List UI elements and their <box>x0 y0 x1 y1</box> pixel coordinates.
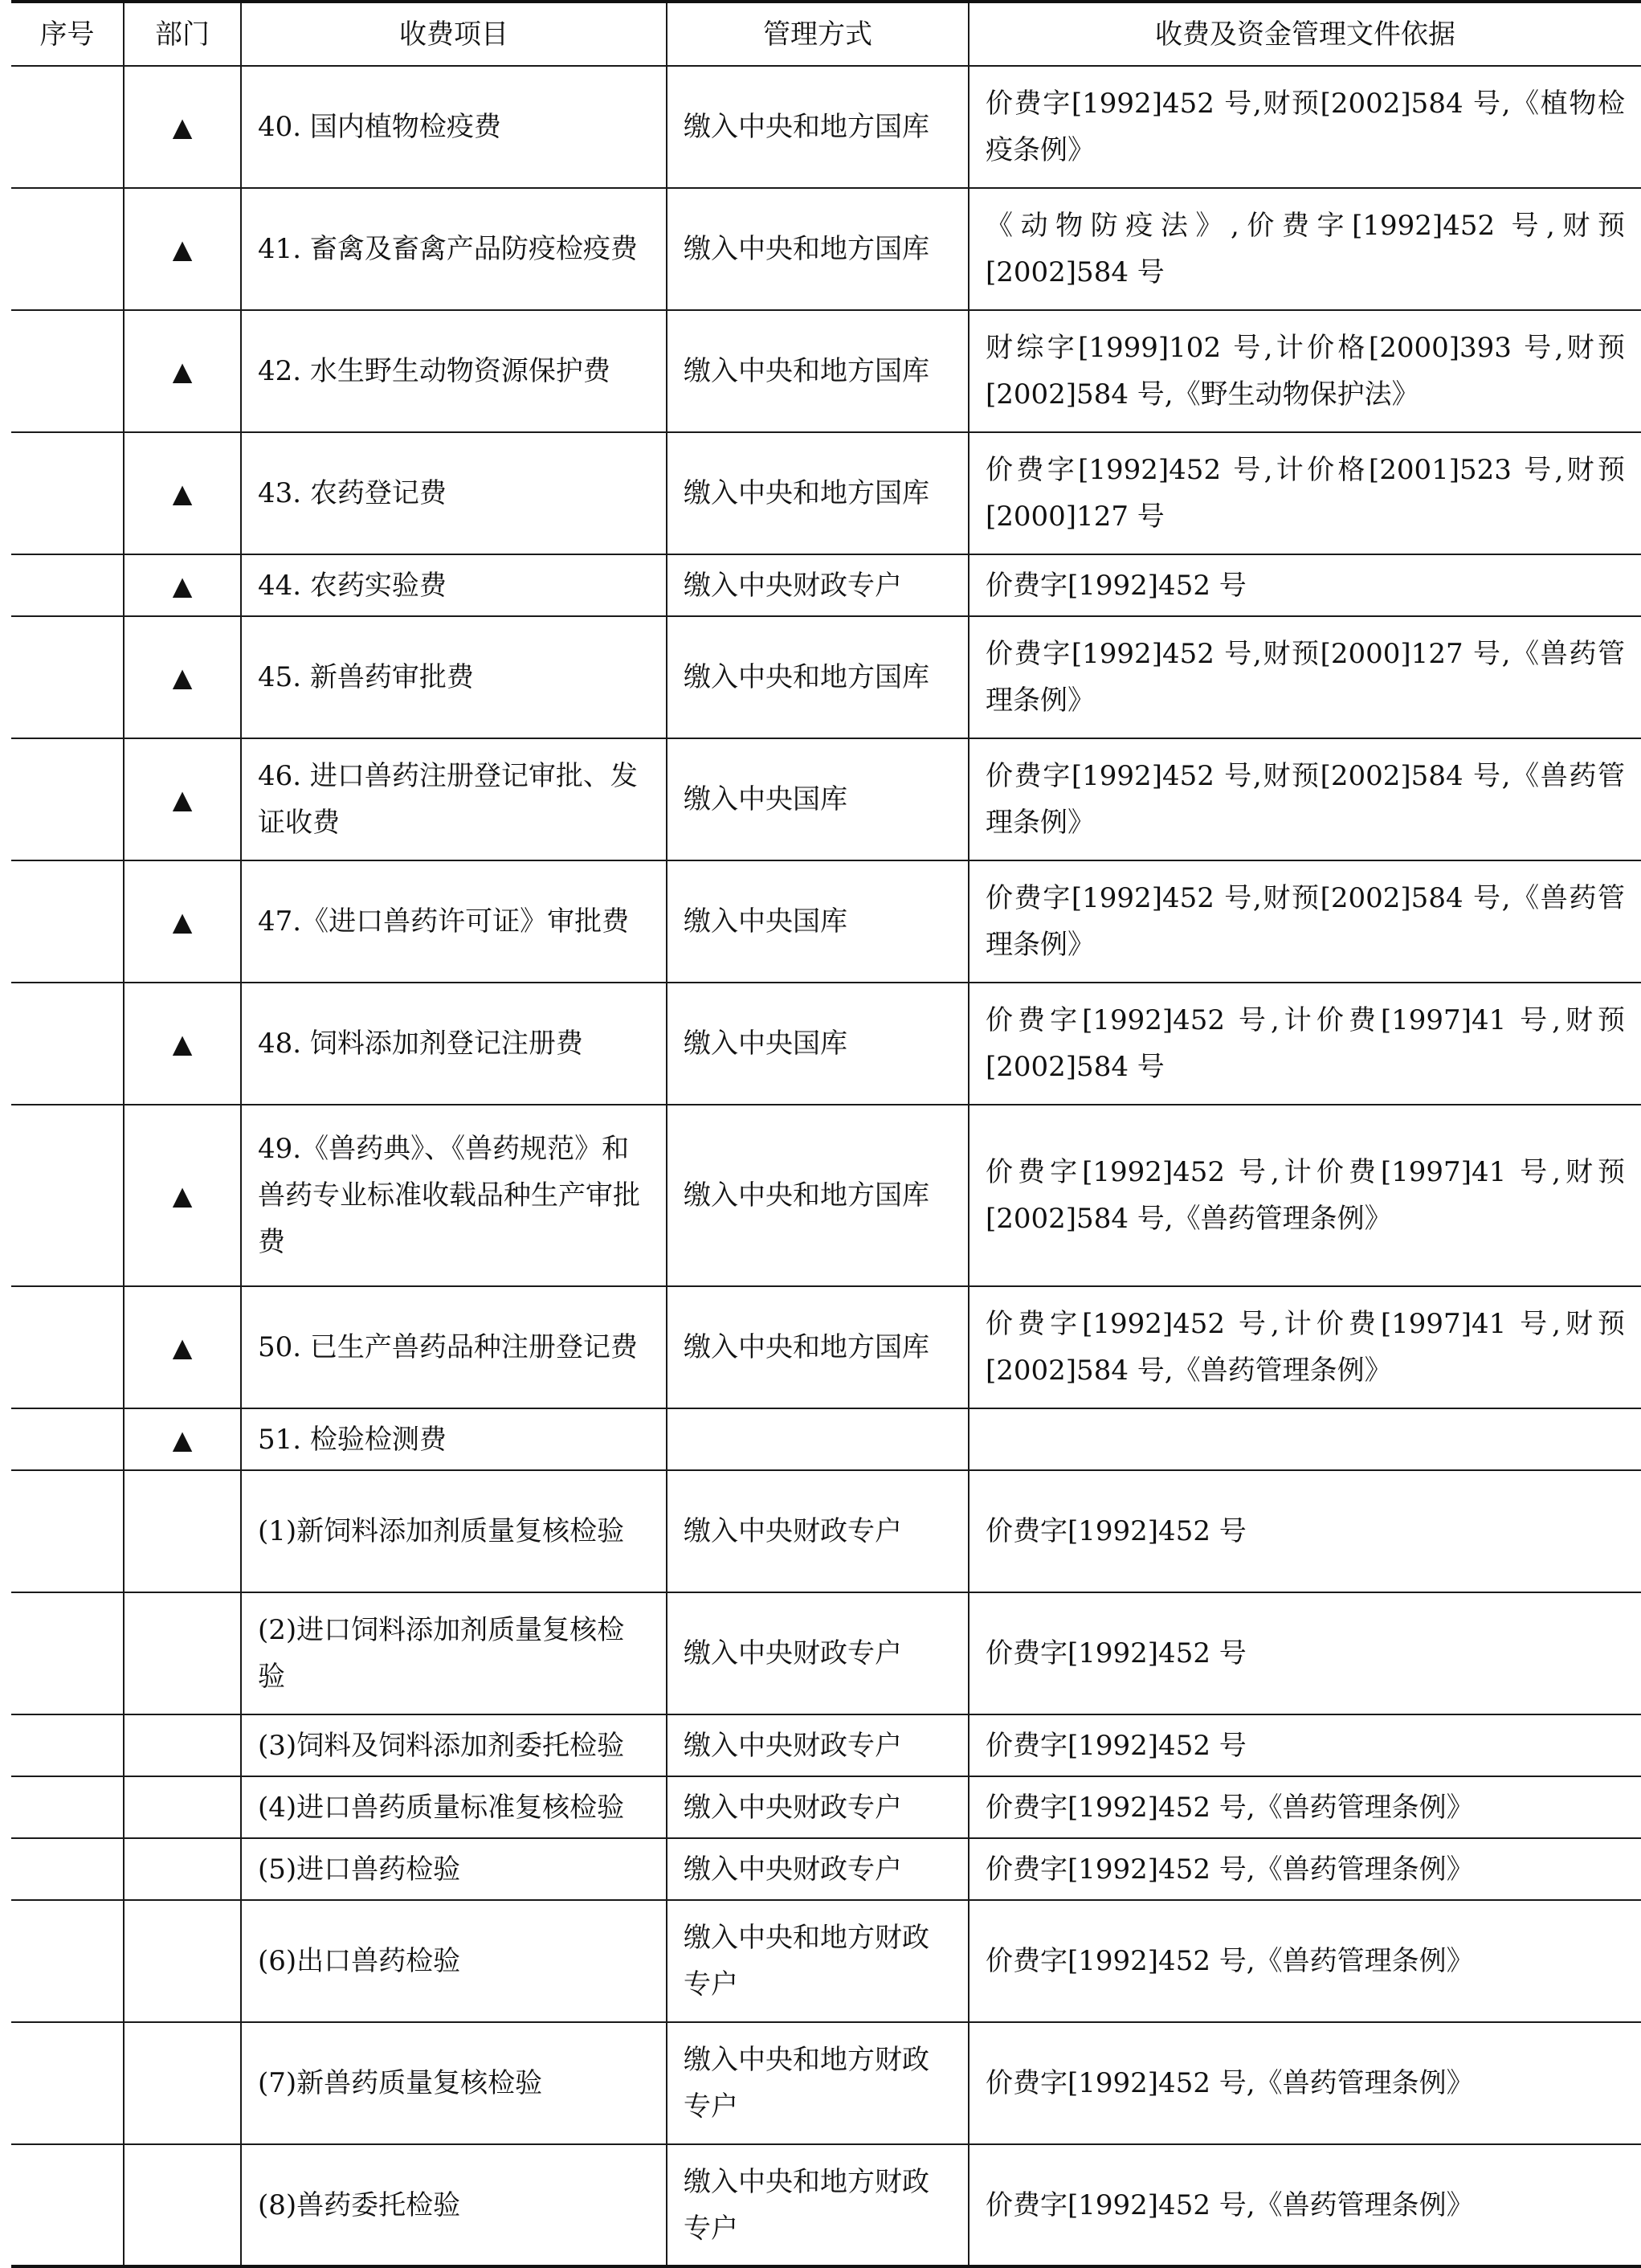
table-row <box>11 66 1641 188</box>
row-seq <box>11 738 124 860</box>
table-row <box>11 738 1641 860</box>
row-dept <box>124 1408 241 1470</box>
row-seq <box>11 1470 124 1592</box>
row-basis: 价费字[1992]452 号,《兽药管理条例》 <box>969 1776 1641 1838</box>
row-basis: 价费字[1992]452 号,财预[2000]127 号,《兽药管理条例》 <box>969 616 1641 738</box>
row-item: 47.《进口兽药许可证》审批费 <box>241 860 667 983</box>
row-seq <box>11 1776 124 1838</box>
row-basis: 价费字[1992]452 号,计价费[1997]41 号,财预[2002]584 号,《兽药管理条例》 <box>969 1105 1641 1286</box>
row-item: 49.《兽药典》、《兽药规范》和兽药专业标准收载品种生产审批费 <box>241 1105 667 1286</box>
row-dept <box>124 554 241 616</box>
row-item: 45. 新兽药审批费 <box>241 616 667 738</box>
row-dept <box>124 1470 241 1592</box>
table-row <box>11 188 1641 310</box>
triangle-marker-icon: ▲ <box>172 478 193 509</box>
row-basis: 价费字[1992]452 号 <box>969 1470 1641 1592</box>
header-seq: 序号 <box>11 2 124 66</box>
table-row <box>11 1592 1641 1714</box>
table-row <box>11 2144 1641 2266</box>
row-item: 48. 饲料添加剂登记注册费 <box>241 983 667 1105</box>
row-seq <box>11 188 124 310</box>
row-item: (4)进口兽药质量标准复核检验 <box>241 1776 667 1838</box>
row-dept <box>124 1286 241 1408</box>
row-seq <box>11 983 124 1105</box>
header-dept: 部门 <box>124 2 241 66</box>
row-seq <box>11 1714 124 1776</box>
row-dept <box>124 1592 241 1714</box>
triangle-marker-icon: ▲ <box>172 784 193 815</box>
row-mgmt: 缴入中央和地方国库 <box>667 66 969 188</box>
row-basis: 价费字[1992]452 号,计价费[1997]41 号,财预[2002]584 号 <box>969 983 1641 1105</box>
row-dept <box>124 1714 241 1776</box>
row-seq <box>11 432 124 554</box>
row-dept <box>124 738 241 860</box>
table-row <box>11 432 1641 554</box>
row-mgmt: 缴入中央国库 <box>667 983 969 1105</box>
triangle-marker-icon: ▲ <box>172 570 193 601</box>
triangle-marker-icon: ▲ <box>172 356 193 386</box>
row-mgmt: 缴入中央财政专户 <box>667 1714 969 1776</box>
table-row <box>11 1776 1641 1838</box>
row-item: (3)饲料及饲料添加剂委托检验 <box>241 1714 667 1776</box>
row-item: (2)进口饲料添加剂质量复核检验 <box>241 1592 667 1714</box>
row-item: (1)新饲料添加剂质量复核检验 <box>241 1470 667 1592</box>
row-mgmt: 缴入中央和地方财政专户 <box>667 1900 969 2022</box>
table-row <box>11 1408 1641 1470</box>
row-mgmt: 缴入中央国库 <box>667 860 969 983</box>
triangle-marker-icon: ▲ <box>172 1028 193 1059</box>
row-item: (8)兽药委托检验 <box>241 2144 667 2266</box>
header-item: 收费项目 <box>241 2 667 66</box>
triangle-marker-icon: ▲ <box>172 112 193 142</box>
table-row <box>11 983 1641 1105</box>
row-item: 41. 畜禽及畜禽产品防疫检疫费 <box>241 188 667 310</box>
row-seq <box>11 1286 124 1408</box>
row-mgmt <box>667 1408 969 1470</box>
table-row <box>11 616 1641 738</box>
row-seq <box>11 2022 124 2144</box>
row-dept <box>124 1900 241 2022</box>
table-row <box>11 1286 1641 1408</box>
row-item: 46. 进口兽药注册登记审批、发证收费 <box>241 738 667 860</box>
row-dept <box>124 310 241 432</box>
row-seq <box>11 1105 124 1286</box>
header-mgmt: 管理方式 <box>667 2 969 66</box>
row-basis: 价费字[1992]452 号,《兽药管理条例》 <box>969 2022 1641 2144</box>
row-item: 50. 已生产兽药品种注册登记费 <box>241 1286 667 1408</box>
header-basis: 收费及资金管理文件依据 <box>969 2 1641 66</box>
triangle-marker-icon: ▲ <box>172 662 193 693</box>
row-basis: 《动物防疫法》,价费字[1992]452 号,财预[2002]584 号 <box>969 188 1641 310</box>
row-dept <box>124 2022 241 2144</box>
header-row <box>11 2 1641 66</box>
row-mgmt: 缴入中央财政专户 <box>667 1776 969 1838</box>
row-basis: 价费字[1992]452 号,计价费[1997]41 号,财预[2002]584 号,《兽药管理条例》 <box>969 1286 1641 1408</box>
triangle-marker-icon: ▲ <box>172 1180 193 1211</box>
row-dept <box>124 983 241 1105</box>
row-basis: 价费字[1992]452 号 <box>969 554 1641 616</box>
row-mgmt: 缴入中央和地方国库 <box>667 432 969 554</box>
row-mgmt: 缴入中央和地方国库 <box>667 188 969 310</box>
row-basis: 价费字[1992]452 号,计价格[2001]523 号,财预[2000]127 号 <box>969 432 1641 554</box>
row-seq <box>11 2144 124 2266</box>
table-row <box>11 1900 1641 2022</box>
row-seq <box>11 1592 124 1714</box>
table-row <box>11 2022 1641 2144</box>
row-seq <box>11 554 124 616</box>
table-row <box>11 1838 1641 1900</box>
table-row <box>11 554 1641 616</box>
row-basis: 价费字[1992]452 号,财预[2002]584 号,《植物检疫条例》 <box>969 66 1641 188</box>
triangle-marker-icon: ▲ <box>172 234 193 264</box>
row-mgmt: 缴入中央财政专户 <box>667 1592 969 1714</box>
row-seq <box>11 1408 124 1470</box>
row-mgmt: 缴入中央财政专户 <box>667 554 969 616</box>
row-dept <box>124 1105 241 1286</box>
row-item: 43. 农药登记费 <box>241 432 667 554</box>
row-seq <box>11 1900 124 2022</box>
row-dept <box>124 2144 241 2266</box>
row-item: 44. 农药实验费 <box>241 554 667 616</box>
table-body <box>11 66 1641 2266</box>
row-dept <box>124 188 241 310</box>
row-seq <box>11 616 124 738</box>
row-mgmt: 缴入中央和地方财政专户 <box>667 2022 969 2144</box>
row-mgmt: 缴入中央和地方国库 <box>667 1286 969 1408</box>
row-dept <box>124 432 241 554</box>
table-row <box>11 860 1641 983</box>
row-seq <box>11 1838 124 1900</box>
row-item: (7)新兽药质量复核检验 <box>241 2022 667 2144</box>
row-item: 51. 检验检测费 <box>241 1408 667 1470</box>
row-dept <box>124 860 241 983</box>
row-mgmt: 缴入中央和地方国库 <box>667 310 969 432</box>
row-mgmt: 缴入中央财政专户 <box>667 1470 969 1592</box>
row-basis: 价费字[1992]452 号,《兽药管理条例》 <box>969 2144 1641 2266</box>
row-basis: 价费字[1992]452 号 <box>969 1714 1641 1776</box>
row-basis: 价费字[1992]452 号 <box>969 1592 1641 1714</box>
row-seq <box>11 860 124 983</box>
row-basis: 价费字[1992]452 号,《兽药管理条例》 <box>969 1900 1641 2022</box>
row-dept <box>124 616 241 738</box>
triangle-marker-icon: ▲ <box>172 906 193 937</box>
fee-table <box>11 0 1641 2268</box>
row-mgmt: 缴入中央财政专户 <box>667 1838 969 1900</box>
row-seq <box>11 310 124 432</box>
row-mgmt: 缴入中央和地方国库 <box>667 1105 969 1286</box>
row-mgmt: 缴入中央和地方国库 <box>667 616 969 738</box>
row-item: (5)进口兽药检验 <box>241 1838 667 1900</box>
row-dept <box>124 1776 241 1838</box>
table-row <box>11 1714 1641 1776</box>
row-mgmt: 缴入中央国库 <box>667 738 969 860</box>
row-basis: 财综字[1999]102 号,计价格[2000]393 号,财预[2002]584 号,《野生动物保护法》 <box>969 310 1641 432</box>
table-row <box>11 1470 1641 1592</box>
table-row <box>11 310 1641 432</box>
row-seq <box>11 66 124 188</box>
row-item: (6)出口兽药检验 <box>241 1900 667 2022</box>
row-item: 40. 国内植物检疫费 <box>241 66 667 188</box>
row-basis <box>969 1408 1641 1470</box>
triangle-marker-icon: ▲ <box>172 1424 193 1455</box>
row-mgmt: 缴入中央和地方财政专户 <box>667 2144 969 2266</box>
row-basis: 价费字[1992]452 号,财预[2002]584 号,《兽药管理条例》 <box>969 738 1641 860</box>
row-basis: 价费字[1992]452 号,《兽药管理条例》 <box>969 1838 1641 1900</box>
row-item: 42. 水生野生动物资源保护费 <box>241 310 667 432</box>
table-row <box>11 1105 1641 1286</box>
row-basis: 价费字[1992]452 号,财预[2002]584 号,《兽药管理条例》 <box>969 860 1641 983</box>
triangle-marker-icon: ▲ <box>172 1332 193 1363</box>
row-dept <box>124 66 241 188</box>
row-dept <box>124 1838 241 1900</box>
